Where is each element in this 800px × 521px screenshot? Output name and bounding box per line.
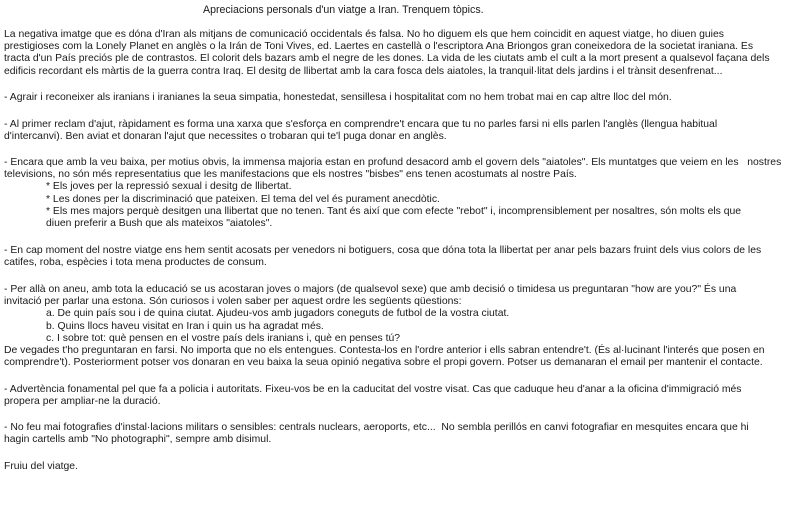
list-item: * Les dones per la discriminació que pateixen. El tema del vel és purament anecdòtic. — [46, 194, 440, 205]
text-line: tracta d'un País preciós ple de contrastos. El colorit dels bazars amb el negre de les dones. La vida de les ciutats amb el cult a la mort present a qualsevol façana dels — [4, 53, 770, 64]
text-line: diuen preferir a Bush que als mateixos "aiatoles". — [46, 218, 273, 229]
text-line: - Per allà on aneu, amb tota la educació se us acostaran joves o majors (de qualsevol sexe) que amb decisió o timidesa us preguntaran "how are you?" És una — [4, 284, 737, 295]
text-line: comprendre't). Posteriorment potser vos donaran en veu baixa la seua opinió negativa sobre el propi govern. Potser us demanaran el email per mantenir el contacte. — [4, 357, 763, 368]
list-item: c. I sobre tot: què pensen en el vostre país dels iranians i, què en penses tú? — [46, 333, 401, 344]
text-line: De vegades t'ho preguntaran en farsi. No importa que no els entengues. Contesta-los en l'ordre anterior i ells sabran entendre't. (És al·lucinant l'interés que posen en — [4, 345, 765, 356]
text-line: propera per ampliar-ne la duració. — [4, 396, 161, 407]
text-line: televisions, no són més representatius que les manifestacions que els nostres "bisbes" ens tenen acostumats al nostre País. — [4, 169, 577, 180]
list-item: * Els joves per la repressió sexual i desitg de llibertat. — [46, 181, 292, 192]
text-line: - En cap moment del nostre viatge ens hem sentit acosats per venedors ni botiguers, cosa que dóna tota la llibertat per anar pels bazars fruint dels vius colors de les — [4, 245, 762, 256]
text-line: hagin cartells amb "No photographi", sempre amb disimul. — [4, 434, 272, 445]
text-line: - No feu mai fotografies d'instal·lacions militars o sensibles: centrals nuclears, aeroports, etc... No sembla perillós en canvi fotografiar en mesquites encara que hi — [4, 422, 749, 433]
text-line: - Encara que amb la veu baixa, per motius obvis, la immensa majoria estan en profund desacord amb el govern dels "aiatoles". Els muntatges que veiem en les nostres — [4, 157, 782, 168]
text-line: - Agrair i reconeixer als iranians i iranianes la seua simpatia, honestedat, sensillesa i hospitalitat com no hem trobat mai en cap altre lloc del món. — [4, 92, 672, 103]
text-line: invitació per parlar una estona. Són curiosos i volen saber per aquest ordre les següents qüestions: — [4, 296, 462, 307]
text-line: prestigioses com la Lonely Planet en anglès o la Irán de Toni Vives, ed. Laertes en castellà o l'escriptora Ana Briongos gran coneixedora de la societat iraniana. Es — [4, 41, 754, 52]
text-line: La negativa imatge que es dóna d'Iran als mitjans de comunicació occidentals és falsa. No ho diguem els que hem coincidit en aquest viatge, ho diuen guies — [4, 29, 724, 40]
text-line: - Advertència fonamental pel que fa a policia i autoritats. Fixeu-vos be en la caducitat del vostre visat. Cas que caduque heu d'anar a la oficina d'immigració més — [4, 384, 742, 395]
list-item: b. Quins llocs haveu visitat en Iran i quin us ha agradat més. — [46, 321, 324, 332]
page-title: Apreciacions personals d'un viatge a Iran. Trenquem tòpics. — [203, 4, 484, 16]
text-line: - Al primer reclam d'ajut, ràpidament es forma una xarxa que s'esforça en comprendre't encara que tu no parles farsi ni ells parlen l'anglès (llengua habitual — [4, 119, 718, 130]
text-line: catifes, roba, espècies i tota mena productes de consum. — [4, 257, 267, 268]
list-item: a. De quin país sou i de quina ciutat. Ajudeu-vos amb jugadors coneguts de futbol de la vostra ciutat. — [46, 308, 510, 319]
text-line: edificis recordant els màrtis de la guerra contra Iraq. El desitg de llibertat amb la cara fosca dels aiatoles, la tranquil·litat dels jardins i el trànsit desenfrenat... — [4, 66, 723, 77]
closing-line: Fruiu del viatge. — [4, 461, 78, 472]
text-line: d'intercanvi). Ben aviat et donaran l'ajut que necessites o trobaran qui te'l puga donar en anglès. — [4, 131, 447, 142]
list-item: * Els mes majors perquè desitgen una llibertat que no tenen. Tant és així que com efecte "rebot" i, incomprensiblement per nosaltres, són molts els que — [46, 206, 742, 217]
